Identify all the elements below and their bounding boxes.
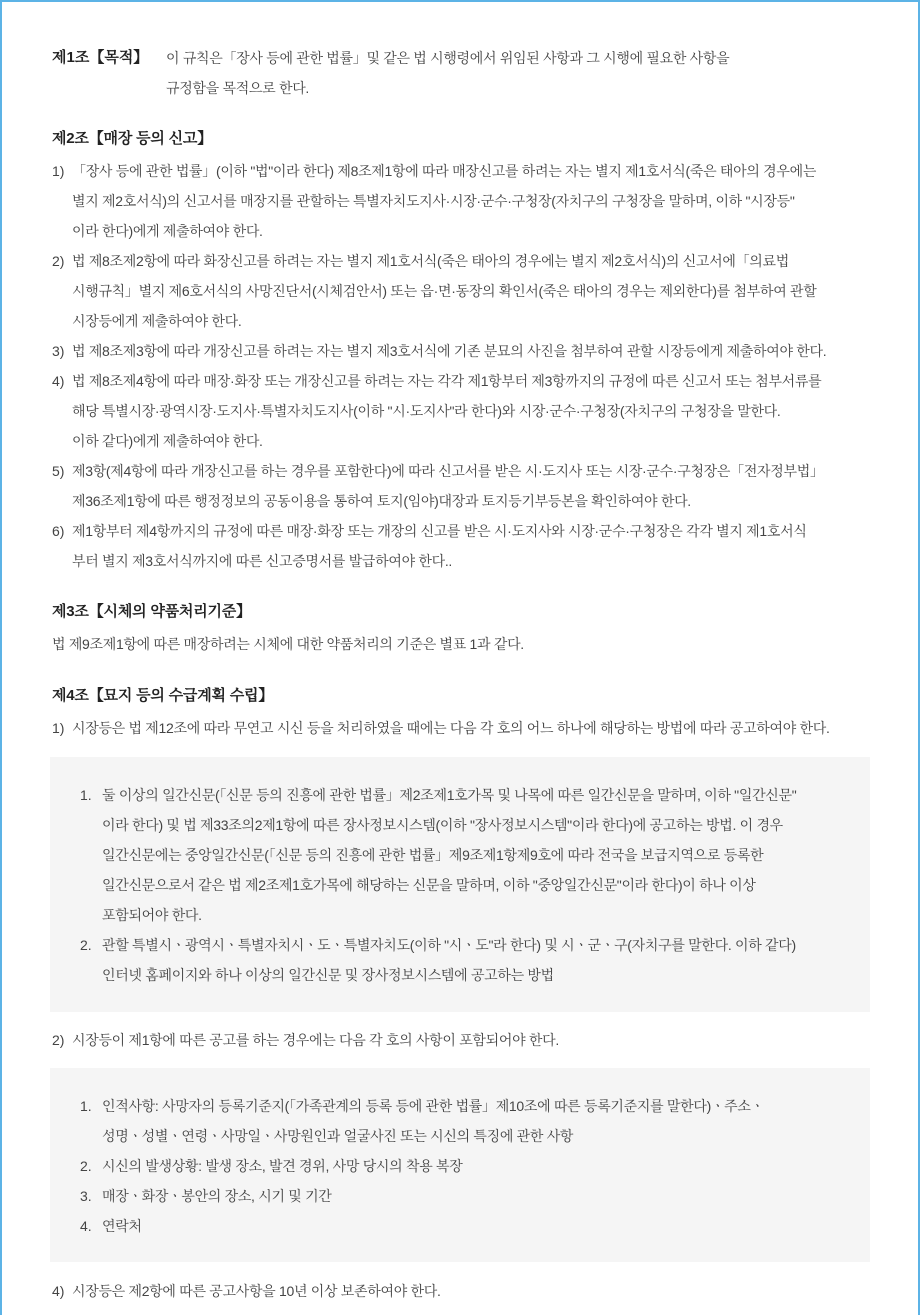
item-body	[102, 930, 858, 990]
item-number: 4)	[52, 373, 65, 389]
text-line: 매장ㆍ화장ㆍ봉안의 장소, 시기 및 기간	[102, 1188, 332, 1204]
article-title: 제2조【매장 등의 신고】	[52, 130, 212, 147]
item-body	[72, 1276, 870, 1306]
item-number: 1)	[52, 163, 65, 179]
text-line: 성명ㆍ성별ㆍ연령ㆍ사망일ㆍ사망원인과 얼굴사진 또는 시신의 특징에 관한 사항	[102, 1128, 574, 1144]
sub-list-item	[80, 930, 858, 990]
item-body	[72, 156, 870, 246]
text-line: 「장사 등에 관한 법률」(이하 "법"이라 한다) 제8조제1항에 따라 매장신고를 하려는 자는 별지 제1호서식(죽은 태아의 경우에는	[72, 163, 817, 179]
sub-item-number: 1.	[80, 1098, 92, 1114]
text-line: 시행규칙」별지 제6호서식의 사망진단서(시체검안서) 또는 읍·면·동장의 확인서(죽은 태아의 경우는 제외한다)를 첨부하여 관할	[72, 283, 817, 299]
sub-item-number: 2.	[80, 1158, 92, 1174]
text-line: 관할 특별시ㆍ광역시ㆍ특별자치시ㆍ도ㆍ특별자치도(이하 "시ㆍ도"라 한다) 및 시ㆍ군ㆍ구(자치구를 말한다. 이하 같다)	[102, 937, 796, 953]
item-body	[72, 713, 870, 743]
text-line: 포함되어야 한다.	[102, 907, 202, 923]
text-line: 해당 특별시장·광역시장·도지사·특별자치도지사(이하 "시·도지사"라 한다)와 시장·군수·구청장(자치구의 구청장을 말한다.	[72, 403, 781, 419]
article-body	[166, 43, 870, 103]
text-line: 인적사항: 사망자의 등록기준지(「가족관계의 등록 등에 관한 법률」제10조에 따른 등록기준지를 말한다)ㆍ주소ㆍ	[102, 1098, 764, 1114]
list-item	[52, 516, 870, 576]
article-title: 제1조【목적】	[52, 49, 149, 66]
text-line: 제3항(제4항에 따라 개장신고를 하는 경우를 포함한다)에 따라 신고서를 받은 시·도지사 또는 시장·군수·구청장은「전자정부법」	[72, 463, 824, 479]
text-line: 연락처	[102, 1218, 142, 1234]
article-1	[52, 43, 870, 103]
sub-item-number: 3.	[80, 1188, 92, 1204]
sub-list-item	[80, 780, 858, 930]
sub-item-number: 1.	[80, 787, 92, 803]
text-line: 법 제8조제4항에 따라 매장·화장 또는 개장신고를 하려는 자는 각각 제1항부터 제3항까지의 규정에 따른 신고서 또는 첨부서류를	[72, 373, 822, 389]
sub-item-number: 4.	[80, 1218, 92, 1234]
list-item	[52, 1276, 870, 1306]
text-line: 이라 한다) 및 법 제33조의2제1항에 따른 장사정보시스템(이하 "장사정보시스템"이라 한다)에 공고하는 방법. 이 경우	[102, 817, 783, 833]
item-body	[72, 366, 870, 456]
item-number: 2)	[52, 253, 65, 269]
text-line: 일간신문에는 중앙일간신문(「신문 등의 진흥에 관한 법률」제9조제1항제9호에 따라 전국을 보급지역으로 등록한	[102, 847, 764, 863]
text-line: 일간신문으로서 같은 법 제2조제1호가목에 해당하는 신문을 말하며, 이하 "중앙일간신문"이라 한다)이 하나 이상	[102, 877, 756, 893]
sub-item-number: 2.	[80, 937, 92, 953]
item-number: 4)	[52, 1283, 65, 1299]
list-item	[52, 456, 870, 516]
text-line: 법 제9조제1항에 따른 매장하려는 시체에 대한 약품처리의 기준은 별표 1과 같다.	[52, 636, 524, 652]
item-number: 2)	[52, 1032, 65, 1048]
sub-list-item	[80, 1181, 858, 1211]
text-line: 규정함을 목적으로 한다.	[166, 80, 310, 96]
text-line: 법 제8조제2항에 따라 화장신고를 하려는 자는 별지 제1호서식(죽은 태아의 경우에는 별지 제2호서식)의 신고서에「의료법	[72, 253, 789, 269]
list-item	[52, 1025, 870, 1055]
text-line: 인터넷 홈페이지와 하나 이상의 일간신문 및 장사정보시스템에 공고하는 방법	[102, 967, 554, 983]
article-3	[52, 597, 870, 659]
text-line: 시신의 발생상황: 발생 장소, 발견 경위, 사망 당시의 착용 복장	[102, 1158, 463, 1174]
item-body	[72, 456, 870, 516]
sub-list-item	[80, 1091, 858, 1151]
sub-item-box	[50, 757, 870, 1012]
article-title: 제4조【묘지 등의 수급계획 수립】	[52, 687, 274, 704]
item-body	[102, 1181, 858, 1211]
text-line: 이하 같다)에게 제출하여야 한다.	[72, 433, 263, 449]
text-line: 시장등에게 제출하여야 한다.	[72, 313, 242, 329]
text-line: 이라 한다)에게 제출하여야 한다.	[72, 223, 263, 239]
sub-list-item	[80, 1151, 858, 1181]
text-line: 제1항부터 제4항까지의 규정에 따른 매장·화장 또는 개장의 신고를 받은 시·도지사와 시장·군수·구청장은 각각 별지 제1호서식	[72, 523, 807, 539]
item-number: 6)	[52, 523, 65, 539]
article-4	[52, 681, 870, 1306]
list-item	[52, 336, 870, 366]
item-body	[72, 1025, 870, 1055]
article-2	[52, 124, 870, 576]
item-body	[102, 1091, 858, 1151]
item-number: 3)	[52, 343, 65, 359]
item-body	[72, 246, 870, 336]
item-body	[72, 516, 870, 576]
item-number: 1)	[52, 720, 65, 736]
sub-item-box	[50, 1068, 870, 1262]
item-number: 5)	[52, 463, 65, 479]
regulation-content	[52, 43, 870, 1306]
text-line: 둘 이상의 일간신문(「신문 등의 진흥에 관한 법률」제2조제1호가목 및 나목에 따른 일간신문을 말하며, 이하 "일간신문"	[102, 787, 797, 803]
list-item	[52, 156, 870, 246]
text-line: 제36조제1항에 따른 행정정보의 공동이용을 통하여 토지(임야)대장과 토지등기부등본을 확인하여야 한다.	[72, 493, 691, 509]
item-body	[102, 1151, 858, 1181]
item-body	[102, 1211, 858, 1241]
text-line: 별지 제2호서식)의 신고서를 매장지를 관할하는 특별자치도지사·시장·군수·구청장(자치구의 구청장을 말하며, 이하 "시장등"	[72, 193, 795, 209]
text-line: 시장등은 제2항에 따른 공고사항을 10년 이상 보존하여야 한다.	[72, 1283, 441, 1299]
text-line: 시장등이 제1항에 따른 공고를 하는 경우에는 다음 각 호의 사항이 포함되어야 한다.	[72, 1032, 559, 1048]
text-line: 시장등은 법 제12조에 따라 무연고 시신 등을 처리하였을 때에는 다음 각 호의 어느 하나에 해당하는 방법에 따라 공고하여야 한다.	[72, 720, 830, 736]
item-body	[102, 780, 858, 930]
list-item	[52, 246, 870, 336]
text-line: 부터 별지 제3호서식까지에 따른 신고증명서를 발급하여야 한다..	[72, 553, 453, 569]
list-item	[52, 713, 870, 743]
article-title: 제3조【시체의 약품처리기준】	[52, 603, 251, 620]
text-line: 이 규칙은「장사 등에 관한 법률」및 같은 법 시행령에서 위임된 사항과 그 시행에 필요한 사항을	[166, 50, 730, 66]
list-item	[52, 366, 870, 456]
sub-list-item	[80, 1211, 858, 1241]
text-line: 법 제8조제3항에 따라 개장신고를 하려는 자는 별지 제3호서식에 기존 분묘의 사진을 첨부하여 관할 시장등에게 제출하여야 한다.	[72, 343, 827, 359]
item-body	[72, 336, 870, 366]
